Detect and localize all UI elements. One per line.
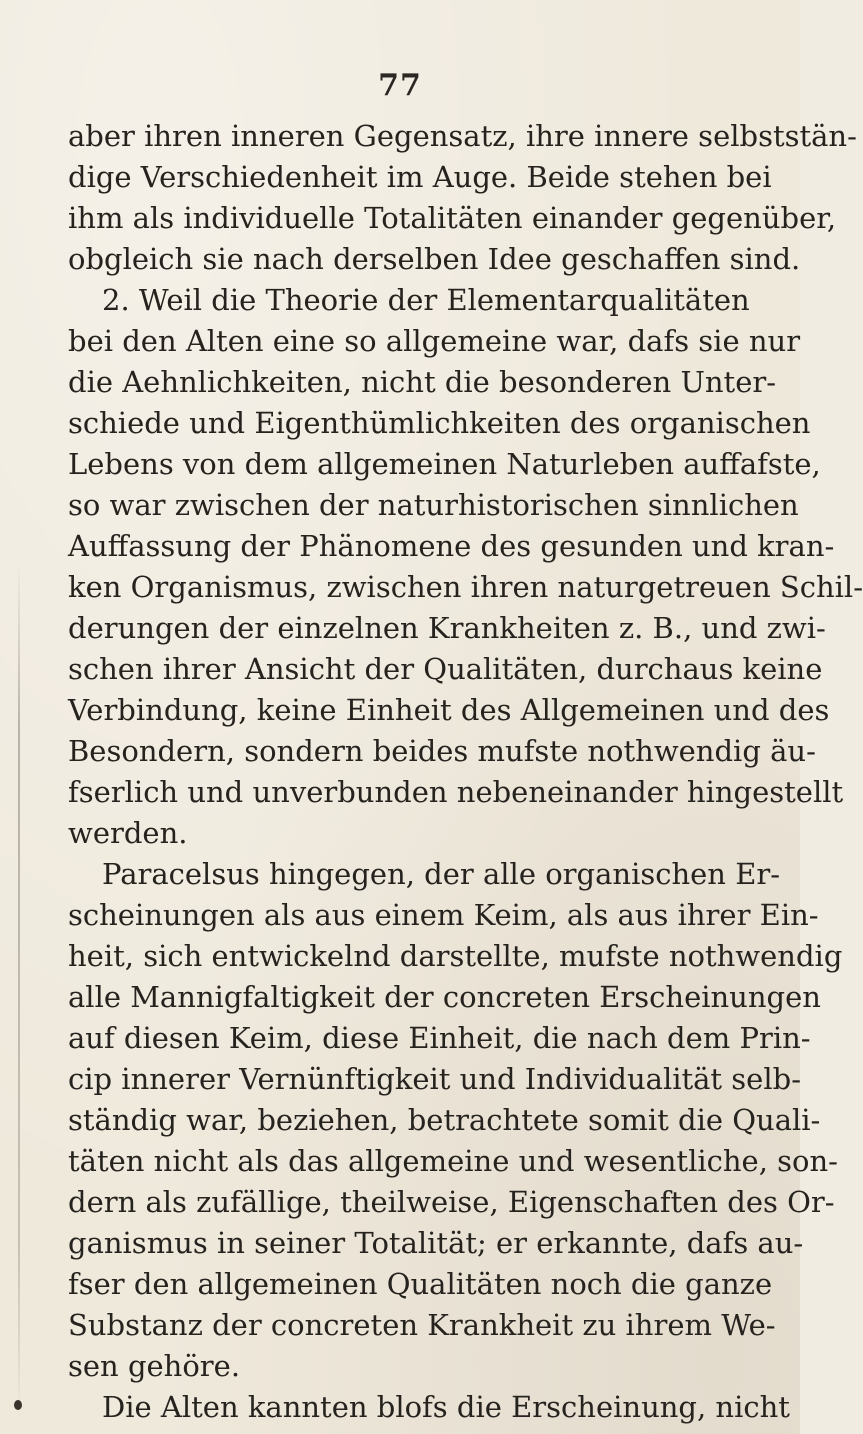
text-line: so war zwischen der naturhistorischen sinnlichen xyxy=(68,488,799,522)
text-line: dige Verschiedenheit im Auge. Beide stehen bei xyxy=(68,160,772,194)
text-line: fserlich und unverbunden nebeneinander hingestellt xyxy=(68,775,844,809)
text-line: täten nicht als das allgemeine und wesentliche, son- xyxy=(68,1144,838,1178)
text-line: bei den Alten eine so allgemeine war, dafs sie nur xyxy=(68,324,801,358)
text-line: heit, sich entwickelnd darstellte, mufste nothwendig xyxy=(68,939,843,973)
text-line: aber ihren inneren Gegensatz, ihre innere selbststän- xyxy=(68,119,857,153)
text-line: alle Mannigfaltigkeit der concreten Erscheinungen xyxy=(68,980,821,1014)
text-line: Paracelsus hingegen, der alle organischen Er- xyxy=(102,857,781,891)
text-line: cip innerer Vernünftigkeit und Individualität selb- xyxy=(68,1062,801,1096)
ink-smudge xyxy=(14,1400,22,1410)
text-line: Besondern, sondern beides mufste nothwendig äu- xyxy=(68,734,816,768)
text-line: sen gehöre. xyxy=(68,1349,241,1383)
text-line: dern als zufällige, theilweise, Eigenschaften des Or- xyxy=(68,1185,835,1219)
text-line: derungen der einzelnen Krankheiten z. B., und zwi- xyxy=(68,611,826,645)
text-line: obgleich sie nach derselben Idee geschaffen sind. xyxy=(68,242,801,276)
page-gutter-shadow xyxy=(18,560,20,1420)
text-line: schen ihrer Ansicht der Qualitäten, durchaus keine xyxy=(68,652,823,686)
text-line: ganismus in seiner Totalität; er erkannte, dafs au- xyxy=(68,1226,804,1260)
text-line: scheinungen als aus einem Keim, als aus ihrer Ein- xyxy=(68,898,819,932)
text-line: ihm als individuelle Totalitäten einander gegenüber, xyxy=(68,201,837,235)
text-line: die Aehnlichkeiten, nicht die besonderen Unter- xyxy=(68,365,777,399)
text-line: Verbindung, keine Einheit des Allgemeinen und des xyxy=(68,693,830,727)
text-line: Lebens von dem allgemeinen Naturleben auffafste, xyxy=(68,447,821,481)
text-line: Auffassung der Phänomene des gesunden und kran- xyxy=(68,529,835,563)
text-line: werden. xyxy=(68,816,188,850)
text-line: ken Organismus, zwischen ihren naturgetreuen Schil- xyxy=(68,570,863,604)
text-line: Die Alten kannten blofs die Erscheinung, nicht xyxy=(102,1390,790,1424)
text-line: Substanz der concreten Krankheit zu ihrem We- xyxy=(68,1308,776,1342)
page-number: 77 xyxy=(378,68,422,103)
text-line: auf diesen Keim, diese Einheit, die nach dem Prin- xyxy=(68,1021,811,1055)
text-line: 2. Weil die Theorie der Elementarqualitäten xyxy=(102,283,750,317)
text-line: schiede und Eigenthümlichkeiten des organischen xyxy=(68,406,811,440)
text-line: ständig war, beziehen, betrachtete somit die Quali- xyxy=(68,1103,821,1137)
text-line: fser den allgemeinen Qualitäten noch die ganze xyxy=(68,1267,773,1301)
